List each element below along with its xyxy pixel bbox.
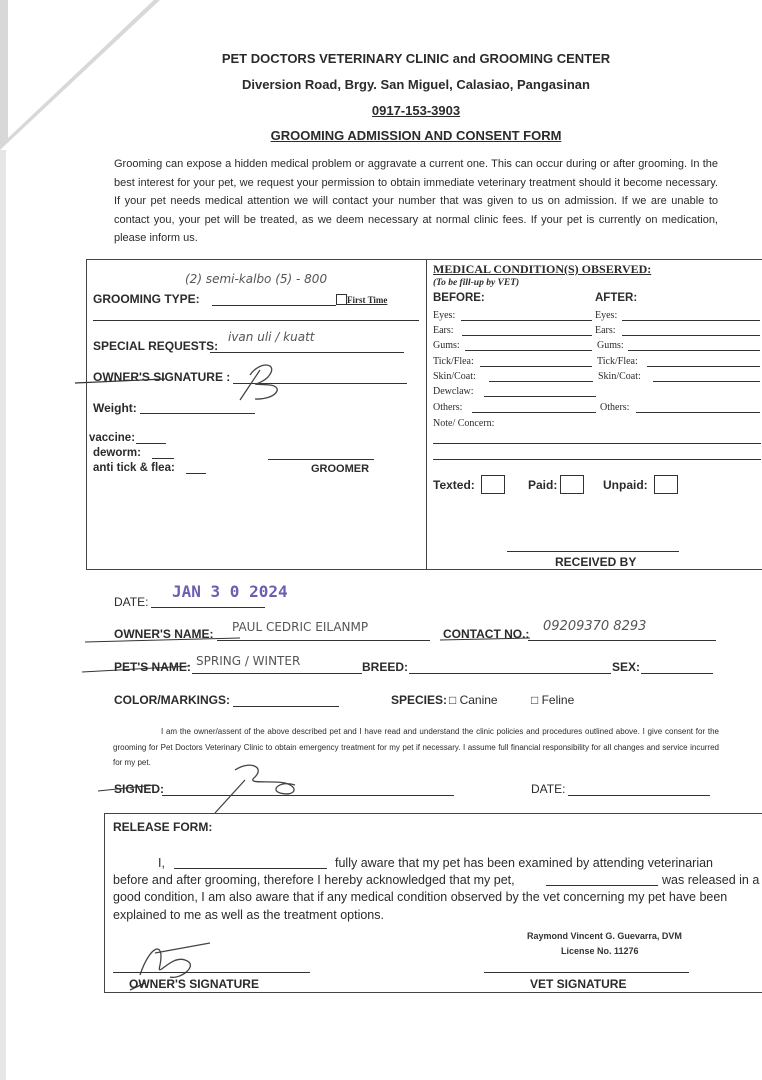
before-dewclaw: Dewclaw:	[433, 386, 474, 397]
breed-label: BREED:	[362, 660, 409, 674]
special-requests-label: SPECIAL REQUESTS:	[93, 339, 219, 353]
release-name-line	[174, 868, 327, 869]
signed-label: SIGNED:	[114, 782, 165, 796]
after-ears: Ears:	[595, 325, 616, 336]
sex-label: SEX:	[612, 660, 641, 674]
unpaid-label: Unpaid:	[603, 478, 648, 492]
color-label: COLOR/MARKINGS:	[114, 693, 230, 707]
vet-name: Raymond Vincent G. Guevarra, DVM	[527, 931, 682, 941]
grooming-type-line	[212, 305, 336, 306]
special-requests-value[interactable]: ivan uli / kuatt	[228, 330, 315, 344]
consent-date-label: DATE:	[531, 782, 566, 796]
canine-option[interactable]: □ Canine	[449, 693, 498, 707]
anti-tick-label: anti tick & flea:	[93, 462, 175, 474]
before-tick: Tick/Flea:	[433, 356, 474, 367]
paid-label: Paid:	[528, 478, 558, 492]
before-skin-line	[489, 381, 593, 382]
vet-license: License No. 11276	[561, 946, 639, 956]
after-tick-line	[647, 366, 760, 367]
release-line3: good condition, I am also aware that if any medical condition observed by the vet concerning my pet have been	[113, 890, 728, 904]
grooming-type-label: GROOMING TYPE:	[93, 292, 200, 306]
pet-name-value[interactable]: SPRING / WINTER	[196, 654, 301, 668]
after-eyes-line	[622, 320, 760, 321]
received-by-label: RECEIVED BY	[555, 555, 637, 569]
first-time-checkbox[interactable]	[336, 294, 347, 305]
after-skin-line	[653, 381, 760, 382]
release-line1-b: fully aware that my pet has been examined by attending veterinarian	[335, 856, 714, 870]
contact-value[interactable]: 09209370 8293	[543, 619, 647, 634]
owner-signature-label: OWNER'S SIGNATURE :	[93, 370, 231, 384]
consent-date-line	[568, 795, 710, 796]
received-by-line	[507, 551, 679, 552]
date-stamp[interactable]: JAN 3 0 2024	[172, 582, 288, 601]
unpaid-checkbox[interactable]	[654, 475, 678, 494]
deworm-label: deworm:	[93, 447, 141, 459]
pet-name-label: PET'S NAME:	[114, 660, 191, 674]
owner-name-value[interactable]: PAUL CEDRIC EILANMP	[232, 620, 369, 634]
after-others: Others:	[600, 402, 630, 413]
anti-tick-line	[186, 473, 206, 474]
release-title: RELEASE FORM:	[113, 820, 213, 834]
before-ears: Ears:	[433, 325, 454, 336]
before-eyes: Eyes:	[433, 310, 456, 321]
after-gums: Gums:	[597, 340, 624, 351]
clinic-phone: 0917-153-3903	[371, 103, 461, 118]
before-label: BEFORE:	[433, 292, 485, 304]
weight-label: Weight:	[93, 401, 137, 415]
after-label: AFTER:	[595, 292, 638, 304]
page-edge	[0, 150, 6, 1080]
release-line1-a: I,	[158, 856, 165, 870]
panel-divider	[426, 259, 427, 570]
vaccine-line	[136, 443, 166, 444]
weight-line	[140, 413, 255, 414]
clinic-address: Diversion Road, Brgy. San Miguel, Calasiao, Pangasinan	[242, 77, 590, 92]
note-line-2	[433, 459, 761, 460]
after-others-line	[636, 412, 760, 413]
release-line4: explained to me as well as the treatment options.	[113, 908, 384, 922]
feline-option[interactable]: □ Feline	[531, 693, 575, 707]
first-time-label: First Time	[347, 295, 388, 305]
consent-text: I am the owner/assent of the above described pet and I have read and understand the clinic policies and procedures outlined above. I give consent for the grooming for Pet Doctors Veterinary Clinic to obtain emergency treatment for my pet if necessary. I assume full financial responsibility for all changes and service incurred for my pet.	[113, 727, 719, 767]
contact-line	[528, 640, 716, 641]
before-eyes-line	[461, 320, 592, 321]
form-title: GROOMING ADMISSION AND CONSENT FORM	[270, 128, 562, 143]
deworm-line	[152, 458, 174, 459]
before-others-line	[472, 412, 596, 413]
vaccine-label: vaccine:	[89, 432, 136, 444]
medical-subtitle: (To be fill-up by VET)	[433, 278, 520, 288]
after-tick: Tick/Flea:	[597, 356, 638, 367]
groomer-line	[268, 459, 374, 460]
before-tick-line	[480, 366, 592, 367]
intro-paragraph: Grooming can expose a hidden medical problem or aggravate a current one. This can occur during or after grooming. In the best interest for your pet, we request your permission to obtain immediate veterinary treatment should it become necessary. If your pet needs medical attention we will contact your number that was given to us on admission. If we are unable to contact you, your pet will be treated, as we deem necessary at normal clinic fees. If your pet is currently on medication, please inform us.	[114, 158, 718, 245]
after-ears-line	[622, 335, 760, 336]
before-gums: Gums:	[433, 340, 460, 351]
release-owner-line	[113, 972, 310, 973]
breed-line	[409, 673, 611, 674]
color-line	[233, 706, 339, 707]
clinic-name: PET DOCTORS VETERINARY CLINIC and GROOMING CENTER	[221, 51, 611, 66]
release-line2-b: was released in a	[662, 873, 760, 887]
after-gums-line	[628, 350, 760, 351]
owner-name-label: OWNER'S NAME:	[114, 627, 214, 641]
texted-checkbox[interactable]	[481, 475, 505, 494]
species-label: SPECIES:	[391, 693, 448, 707]
after-skin: Skin/Coat:	[598, 371, 641, 382]
owner-signature-scribble	[70, 355, 310, 405]
release-owner-signature-label: OWNER'S SIGNATURE	[129, 977, 259, 991]
release-line2-a: before and after grooming, therefore I hereby acknowledged that my pet,	[113, 873, 515, 887]
note-concern-label: Note/ Concern:	[433, 418, 495, 429]
before-others: Others:	[433, 402, 463, 413]
grooming-type-line-2	[93, 320, 419, 321]
date-line	[151, 607, 265, 608]
before-skin: Skin/Coat:	[433, 371, 476, 382]
special-requests-line	[210, 352, 404, 353]
vet-signature-label: VET SIGNATURE	[530, 977, 627, 991]
medical-condition-title: MEDICAL CONDITION(S) OBSERVED:	[433, 262, 652, 276]
grooming-type-value[interactable]: (2) semi-kalbo (5) - 800	[185, 272, 328, 286]
groomer-label: GROOMER	[311, 463, 370, 475]
release-pet-line	[546, 885, 658, 886]
before-gums-line	[465, 350, 592, 351]
pet-name-line	[192, 673, 362, 674]
before-ears-line	[462, 335, 592, 336]
after-eyes: Eyes:	[595, 310, 618, 321]
before-dewclaw-line	[484, 396, 596, 397]
paid-checkbox[interactable]	[560, 475, 584, 494]
note-line-1	[433, 443, 761, 444]
sex-line	[641, 673, 713, 674]
date-label: DATE:	[114, 595, 149, 609]
vet-signature-line	[484, 972, 689, 973]
texted-label: Texted:	[433, 478, 475, 492]
contact-label: CONTACT NO.:	[443, 627, 530, 641]
